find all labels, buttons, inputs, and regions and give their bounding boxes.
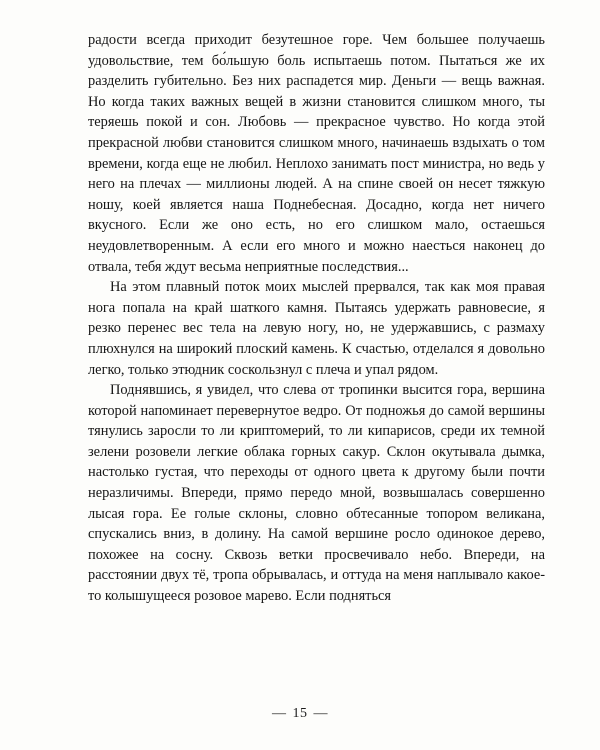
page-number: 15 (292, 706, 308, 721)
folio-dash-left: — (272, 706, 287, 721)
page-body (88, 30, 545, 607)
paragraph: радости всегда приходит безутешное горе. Чем большее получаешь удовольствие, тем бо́льшую боль испытаешь потом. Пытаться же их разделить губительно. Без них распадется мир. Деньги — вещь важная. Но когда таких важных вещей в жизни становится слишком много, ты теряешь покой и сон. Любовь — прекрасное чувство. Но когда этой прекрасной любви становится слишком много, начинаешь вздыхать о том времени, когда еще не любил. Неплохо занимать пост министра, но ведь у него на плечах — миллионы людей. А на спине своей он несет тяжкую ношу, коей является наша Поднебесная. Досадно, когда нет ничего вкусного. Если же оно есть, но его слишком мало, остаешься неудовлетворенным. А если его много и можно наесться наконец до отвала, тебя ждут весьма неприятные последствия... (88, 32, 545, 275)
paragraph: Поднявшись, я увидел, что слева от тропинки высится гора, вершина которой напоминает перевернутое ведро. От подножья до самой вершины тянулись заросли то ли криптомерий, то ли кипарисов, среди их темной зелени розовели легкие облака горных сакур. Склон окутывала дымка, настолько густая, что переходы от одного цвета к другому были почти неразличимы. Впереди, прямо передо мной, возвышалась совершенно лысая гора. Ее голые склоны, словно обтесанные топором великана, спускались вниз, в долину. На самой вершине росло одинокое дерево, похожее на сосну. Сквозь ветки просвечивало небо. Впереди, на расстоянии двух тё, тропа обрывалась, и оттуда на меня наплывало какое-то колышущееся розовое марево. Если подняться (88, 382, 545, 605)
folio-dash-right: — (313, 706, 328, 721)
page-footer (0, 706, 600, 722)
paragraph: На этом плавный поток моих мыслей прервался, так как моя правая нога попала на край шаткого камня. Пытаясь удержать равновесие, я резко перенес вес тела на левую ногу, но, не удержавшись, с размаху плюхнулся на широкий плоский камень. К счастью, отделался я довольно легко, только этюдник соскользнул с плеча и упал рядом. (88, 279, 545, 378)
